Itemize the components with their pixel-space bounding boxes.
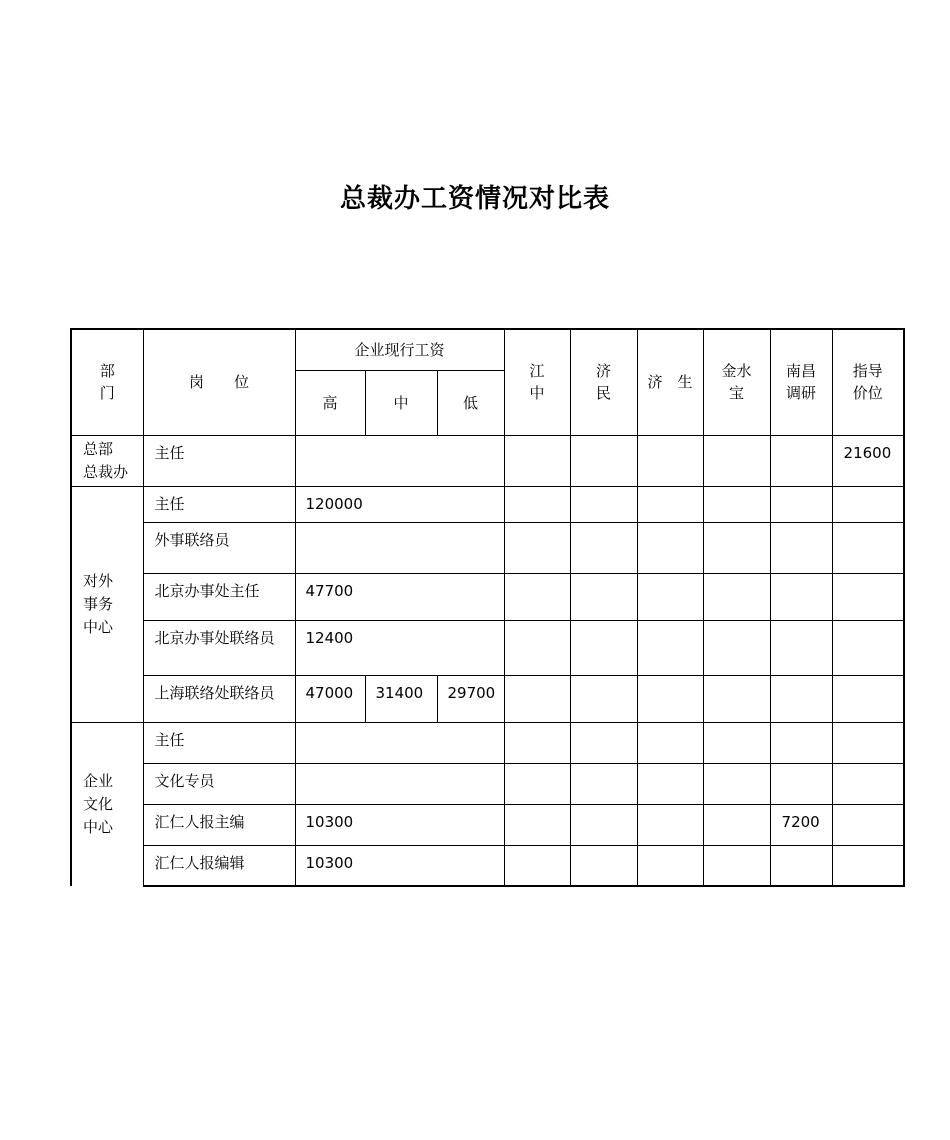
empty-cell bbox=[570, 573, 637, 620]
salary-comparison-table bbox=[70, 328, 905, 887]
empty-cell bbox=[570, 722, 637, 763]
header-high: 高 bbox=[295, 370, 365, 435]
empty-cell bbox=[832, 675, 904, 722]
empty-cell bbox=[570, 675, 637, 722]
empty-cell bbox=[703, 486, 770, 522]
wage-cell: 120000 bbox=[295, 486, 504, 522]
wage-cell: 47700 bbox=[295, 573, 504, 620]
empty-cell bbox=[703, 722, 770, 763]
position-cell: 上海联络处联络员 bbox=[143, 675, 295, 722]
position-cell: 主任 bbox=[143, 435, 295, 486]
empty-cell bbox=[770, 522, 832, 573]
jisheng-cell bbox=[637, 435, 703, 486]
empty-cell bbox=[637, 675, 703, 722]
position-cell: 外事联络员 bbox=[143, 522, 295, 573]
wage-cell bbox=[295, 522, 504, 573]
position-cell: 主任 bbox=[143, 486, 295, 522]
empty-cell bbox=[504, 722, 570, 763]
empty-cell bbox=[770, 620, 832, 675]
empty-cell bbox=[570, 486, 637, 522]
empty-cell bbox=[770, 722, 832, 763]
position-cell: 汇仁人报编辑 bbox=[143, 845, 295, 886]
empty-cell bbox=[504, 620, 570, 675]
empty-cell bbox=[832, 763, 904, 804]
empty-cell bbox=[832, 486, 904, 522]
empty-cell bbox=[504, 486, 570, 522]
empty-cell bbox=[832, 522, 904, 573]
empty-cell bbox=[832, 722, 904, 763]
position-cell: 主任 bbox=[143, 722, 295, 763]
jiangzhong-cell bbox=[504, 435, 570, 486]
empty-cell bbox=[770, 845, 832, 886]
position-cell: 汇仁人报主编 bbox=[143, 804, 295, 845]
wage-cell: 10300 bbox=[295, 804, 504, 845]
empty-cell bbox=[504, 804, 570, 845]
wage-cell: 12400 bbox=[295, 620, 504, 675]
position-cell: 文化专员 bbox=[143, 763, 295, 804]
empty-cell bbox=[832, 804, 904, 845]
empty-cell bbox=[570, 763, 637, 804]
empty-cell bbox=[637, 486, 703, 522]
table-header bbox=[71, 329, 904, 435]
header-jiangzhong: 江 中 bbox=[504, 329, 570, 435]
header-nanchang: 南昌 调研 bbox=[770, 329, 832, 435]
empty-cell bbox=[832, 620, 904, 675]
empty-cell bbox=[832, 573, 904, 620]
table-row bbox=[71, 845, 904, 886]
wage-low-cell: 29700 bbox=[437, 675, 504, 722]
wage-cell bbox=[295, 435, 504, 486]
header-guide-price: 指导 价位 bbox=[832, 329, 904, 435]
position-cell: 北京办事处联络员 bbox=[143, 620, 295, 675]
empty-cell bbox=[770, 486, 832, 522]
empty-cell bbox=[637, 845, 703, 886]
header-mid: 中 bbox=[365, 370, 437, 435]
table-row bbox=[71, 722, 904, 763]
header-dept: 部 门 bbox=[71, 329, 143, 435]
jinshuibao-cell bbox=[703, 435, 770, 486]
empty-cell bbox=[637, 522, 703, 573]
empty-cell bbox=[770, 675, 832, 722]
wage-high-cell: 47000 bbox=[295, 675, 365, 722]
empty-cell bbox=[504, 573, 570, 620]
wage-cell: 10300 bbox=[295, 845, 504, 886]
table-row bbox=[71, 435, 904, 486]
header-position: 岗 位 bbox=[143, 329, 295, 435]
dept-cell: 总部 总裁办 bbox=[71, 435, 143, 486]
empty-cell bbox=[703, 763, 770, 804]
empty-cell bbox=[504, 522, 570, 573]
empty-cell bbox=[570, 522, 637, 573]
nanchang-cell: 7200 bbox=[770, 804, 832, 845]
table-row bbox=[71, 486, 904, 522]
empty-cell bbox=[703, 804, 770, 845]
table-row bbox=[71, 522, 904, 573]
header-jisheng: 济 生 bbox=[637, 329, 703, 435]
table-row bbox=[71, 763, 904, 804]
empty-cell bbox=[637, 620, 703, 675]
table-row bbox=[71, 804, 904, 845]
empty-cell bbox=[570, 804, 637, 845]
guide-price-cell: 21600 bbox=[832, 435, 904, 486]
empty-cell bbox=[770, 763, 832, 804]
empty-cell bbox=[832, 845, 904, 886]
wage-cell bbox=[295, 722, 504, 763]
empty-cell bbox=[703, 675, 770, 722]
wage-cell bbox=[295, 763, 504, 804]
empty-cell bbox=[703, 620, 770, 675]
header-jinshuibao: 金水 宝 bbox=[703, 329, 770, 435]
empty-cell bbox=[703, 573, 770, 620]
position-cell: 北京办事处主任 bbox=[143, 573, 295, 620]
table-row bbox=[71, 675, 904, 722]
wage-mid-cell: 31400 bbox=[365, 675, 437, 722]
empty-cell bbox=[570, 845, 637, 886]
empty-cell bbox=[637, 763, 703, 804]
table-row bbox=[71, 620, 904, 675]
nanchang-cell bbox=[770, 435, 832, 486]
dept-cell: 对外 事务 中心 bbox=[71, 486, 143, 722]
table-row bbox=[71, 573, 904, 620]
empty-cell bbox=[637, 804, 703, 845]
empty-cell bbox=[504, 845, 570, 886]
header-jimin: 济 民 bbox=[570, 329, 637, 435]
header-low: 低 bbox=[437, 370, 504, 435]
empty-cell bbox=[703, 522, 770, 573]
empty-cell bbox=[504, 763, 570, 804]
page-title: 总裁办工资情况对比表 bbox=[339, 184, 610, 214]
empty-cell bbox=[703, 845, 770, 886]
empty-cell bbox=[770, 573, 832, 620]
dept-cell: 企业 文化 中心 bbox=[71, 722, 143, 886]
header-current-wage: 企业现行工资 bbox=[295, 329, 504, 370]
jimin-cell bbox=[570, 435, 637, 486]
empty-cell bbox=[570, 620, 637, 675]
empty-cell bbox=[637, 722, 703, 763]
empty-cell bbox=[504, 675, 570, 722]
empty-cell bbox=[637, 573, 703, 620]
